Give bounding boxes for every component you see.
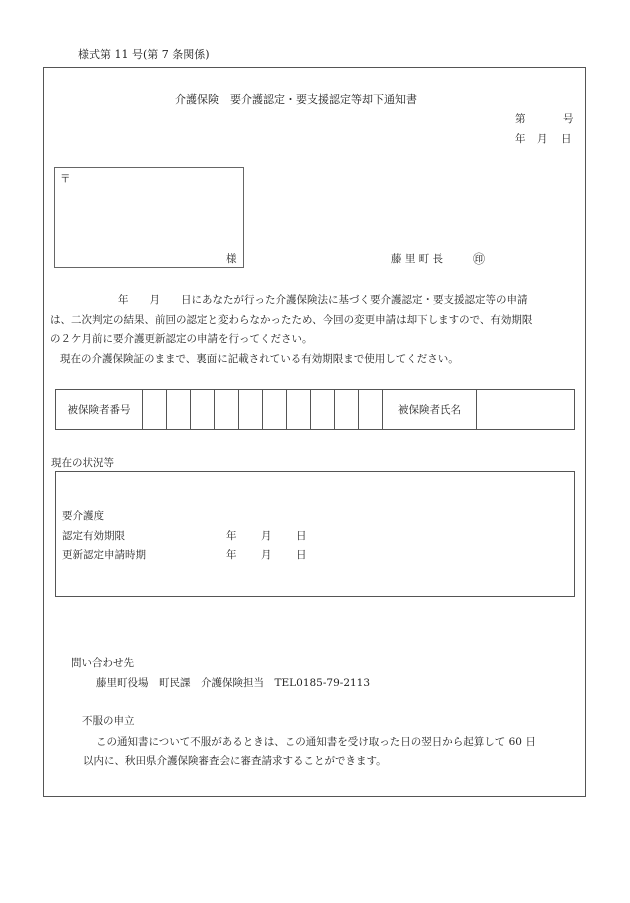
insured-number-digit[interactable] bbox=[311, 390, 335, 429]
renewal-label: 更新認定申請時期 bbox=[62, 549, 146, 561]
body-line-4: 現在の介護保険証のままで、裏面に記載されている有効期限まで使用してください。 bbox=[60, 352, 459, 365]
form-number: 様式第 11 号(第 7 条関係) bbox=[78, 48, 210, 61]
valid-period-label: 認定有効期限 bbox=[62, 530, 125, 542]
insured-number-digit[interactable] bbox=[263, 390, 287, 429]
notice-body bbox=[50, 291, 586, 369]
sama-label: 様 bbox=[226, 253, 237, 265]
issuer-name: 藤 里 町 長 bbox=[391, 253, 444, 265]
insured-number-digit[interactable] bbox=[143, 390, 167, 429]
insured-number-digit[interactable] bbox=[215, 390, 239, 429]
status-heading: 現在の状況等 bbox=[51, 457, 114, 469]
appeal-heading: 不服の申立 bbox=[82, 715, 135, 727]
postal-mark: 〒 bbox=[60, 173, 71, 185]
insured-name-field[interactable] bbox=[477, 390, 574, 429]
renewal-day: 日 bbox=[296, 549, 307, 561]
insured-name-label: 被保険者氏名 bbox=[383, 390, 477, 429]
care-level-label: 要介護度 bbox=[62, 510, 104, 522]
insured-number-label: 被保険者番号 bbox=[56, 390, 143, 429]
doc-number-dai: 第 bbox=[515, 113, 526, 125]
appeal-line-2: 以内に、秋田県介護保険審査会に審査請求することができます。 bbox=[83, 755, 387, 767]
valid-period-day: 日 bbox=[296, 530, 307, 542]
insured-number-digit[interactable] bbox=[167, 390, 191, 429]
renewal-month: 月 bbox=[261, 549, 272, 561]
date-day: 日 bbox=[561, 133, 572, 145]
valid-period-month: 月 bbox=[261, 530, 272, 542]
insured-number-digit[interactable] bbox=[191, 390, 215, 429]
doc-number-go: 号 bbox=[563, 113, 574, 125]
date-year: 年 bbox=[515, 133, 526, 145]
status-box bbox=[55, 471, 575, 597]
insured-info-table bbox=[55, 389, 575, 430]
insured-number-digit[interactable] bbox=[335, 390, 359, 429]
body-line-2: は、二次判定の結果、前回の認定と変わらなかったため、今回の変更申請は却下しますので、有効期限 bbox=[50, 313, 533, 326]
renewal-year: 年 bbox=[226, 549, 237, 561]
valid-period-year: 年 bbox=[226, 530, 237, 542]
body-line-3: の２ケ月前に要介護更新認定の申請を行ってください。 bbox=[50, 333, 313, 345]
body-line-1: 年 月 日にあなたが行った介護保険法に基づく要介護認定・要支援認定等の申請 bbox=[118, 294, 528, 306]
date-month: 月 bbox=[537, 133, 548, 145]
address-box bbox=[54, 167, 244, 268]
appeal-line-1: この通知書について不服があるときは、この通知書を受け取った日の翌日から起算して 60 日 bbox=[96, 736, 536, 748]
contact-heading: 問い合わせ先 bbox=[71, 657, 134, 669]
issuer-seal: ㊞ bbox=[473, 252, 486, 266]
insured-number-digit[interactable] bbox=[239, 390, 263, 429]
insured-number-digit[interactable] bbox=[287, 390, 311, 429]
insured-number-digit[interactable] bbox=[359, 390, 383, 429]
contact-detail: 藤里町役場 町民課 介護保険担当 TEL0185-79-2113 bbox=[96, 677, 371, 689]
document-title: 介護保険 要介護認定・要支援認定等却下通知書 bbox=[175, 93, 417, 106]
